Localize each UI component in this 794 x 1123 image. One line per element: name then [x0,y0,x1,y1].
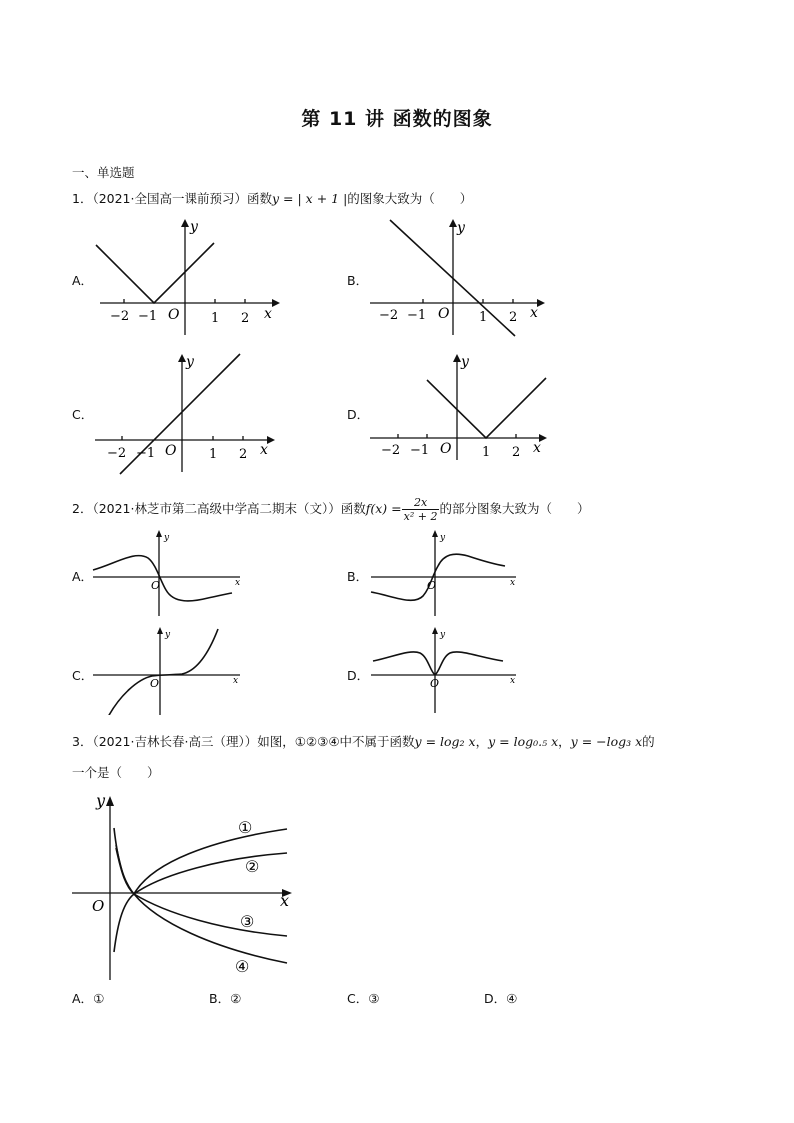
section-heading: 一、单选题 [72,165,135,180]
question-number: 1． [72,191,93,206]
formula: y = | x + 1 | [272,191,348,206]
y-axis-label: y [164,533,170,543]
origin-label: O [438,306,450,322]
x-axis-label: x [530,305,538,321]
question-source: （2021·林芝市第二高级中学高二期末（文））函数 [92,501,366,516]
q2-option-d[interactable]: D． [347,668,370,683]
fraction-denominator: x² + 2 [403,510,438,523]
tick-label: 1 [482,445,491,460]
tick-label: −2 [381,443,401,458]
q3-option-b[interactable] [209,991,241,1007]
x-axis-label: x [233,676,239,686]
question-tail: 的 [642,734,655,749]
question-1-stem [72,191,472,207]
question-source: （2021·全国高一课前预习）函数 [92,191,272,206]
q2-graph-b [368,528,523,618]
q2-graph-d [368,625,523,715]
fraction-numerator: 2x [402,496,440,510]
origin-label: O [151,579,161,592]
y-axis-arrow [449,219,457,227]
origin-label: O [165,443,177,459]
question-3-stem [72,734,655,750]
tick-label: 1 [479,310,488,325]
origin-label: O [440,441,452,457]
x-axis-label: x [280,891,290,910]
x-axis-label: x [235,578,241,588]
y-axis-label: y [440,630,446,640]
tick-label: 1 [211,311,220,326]
origin-label: O [168,307,180,323]
tick-label: −2 [107,446,127,461]
question-3-line2: 一个是（ ） [72,765,160,780]
q2-option-a[interactable]: A． [72,569,94,584]
option-value: ③ [368,991,380,1006]
q3-option-d[interactable] [484,991,517,1007]
q1-graph-b [365,215,550,340]
x-axis-label: x [510,578,516,588]
curve-1 [114,828,287,894]
page-title: 第 11 讲 函数的图象 [301,108,493,130]
tick-label: −1 [410,443,430,458]
option-value: ① [93,991,105,1006]
y-axis-label: y [96,791,106,810]
curve-label-2: ② [245,857,260,876]
tick-label: −1 [136,446,156,461]
option-letter: A． [72,991,94,1006]
x-axis-label: x [510,676,516,686]
x-axis-label: x [533,440,541,456]
tick-label: 2 [239,447,248,462]
tick-label: 2 [241,311,250,326]
option-value: ② [230,991,242,1006]
q2-graph-a [90,528,250,618]
option-letter: D． [484,991,507,1006]
graph-curve [96,243,214,303]
origin-label: O [150,677,160,690]
tick-label: 2 [512,445,521,460]
curve-label-1: ① [238,818,253,837]
formula-1: y = log₂ x [414,734,476,749]
tick-label: −1 [138,309,158,324]
y-axis-label: y [461,354,469,370]
graph-curve [93,556,232,601]
x-axis-arrow [537,299,545,307]
y-axis-label: y [186,354,194,370]
curve-4 [114,894,287,963]
q1-option-b[interactable]: B． [347,273,369,288]
tick-label: 2 [509,310,518,325]
q1-option-d[interactable]: D． [347,407,370,422]
q1-graph-d [365,350,555,465]
curve-3 [116,848,290,936]
y-axis-label: y [457,220,465,236]
y-axis-arrow [181,219,189,227]
q3-option-a[interactable] [72,991,104,1007]
y-axis-arrow [453,354,461,362]
question-tail: 的部分图象大致为（ ） [439,501,590,516]
separator: ， [475,734,489,749]
tick-label: 1 [209,447,218,462]
q1-graph-c [90,350,280,475]
question-2-stem [72,496,589,523]
curve-2 [116,845,287,894]
x-axis-label: x [260,442,268,458]
question-number: 2． [72,501,93,516]
fraction [402,496,440,523]
y-axis-label: y [190,219,198,235]
y-axis-label: y [440,533,446,543]
curve-label-3: ③ [240,912,255,931]
graph-curve [427,378,546,438]
tick-label: −2 [379,308,399,323]
tick-label: −1 [407,308,427,323]
x-axis-arrow [272,299,280,307]
q1-option-c[interactable]: C． [72,407,94,422]
curve-label-4: ④ [235,957,250,976]
q2-graph-c [90,625,250,715]
option-value: ④ [506,991,518,1006]
q2-option-b[interactable]: B． [347,569,369,584]
q1-graph-a [90,215,285,335]
graph-curve [373,652,503,675]
y-axis-arrow [178,354,186,362]
option-letter: B． [209,991,231,1006]
q3-option-c[interactable] [347,991,379,1007]
graph-curve [108,629,218,715]
question-tail: 的图象大致为（ ） [347,191,473,206]
x-axis-label: x [264,306,272,322]
separator: ， [558,734,571,749]
origin-label: O [92,897,105,915]
q2-option-c[interactable]: C． [72,668,94,683]
q3-graph [72,790,302,985]
origin-label: O [430,677,440,690]
y-axis-label: y [165,630,171,640]
formula-lhs: f(x) = [365,501,402,516]
q1-option-a[interactable]: A． [72,273,94,288]
origin-label: O [427,579,437,592]
x-axis-arrow [267,436,275,444]
question-number: 3． [72,734,93,749]
formula-3: y = −log₃ x [570,734,643,749]
option-letter: C． [347,991,369,1006]
formula-2: y = log₀.₅ x [488,734,559,749]
question-source: （2021·吉林长春·高三（理））如图，①②③④中不属于函数 [92,734,415,749]
tick-label: −2 [110,309,130,324]
